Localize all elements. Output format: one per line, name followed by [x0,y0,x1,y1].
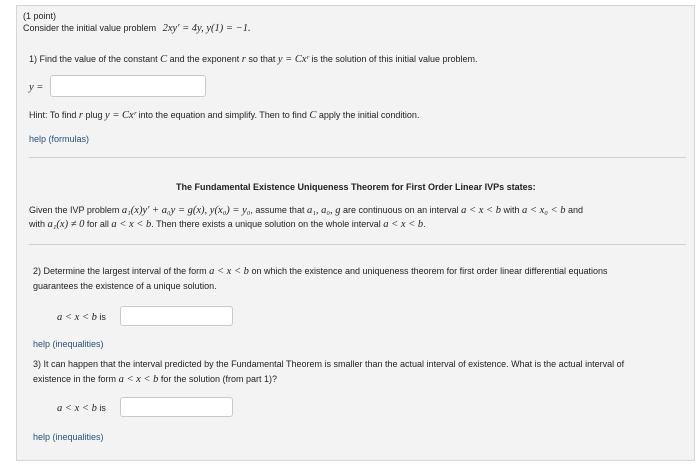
part1-question-text-3: so that [248,54,276,64]
part2-question-line-1 [33,266,608,277]
hint-equation: y = Cxʳ [105,110,137,121]
divider [29,244,686,245]
part2-answer-label [57,312,106,323]
part2-answer-interval: a < x < b [57,312,97,323]
part1-hint [29,110,419,121]
part2-question-line-2: guarantees the existence of a unique solution. [33,281,217,291]
hint-text-2: plug [85,110,103,120]
part2-question-interval: a < x < b [209,266,249,277]
theorem-text: Given the IVP problem [29,205,120,215]
hint-text-4: apply the initial condition. [318,110,420,120]
part1-question-text-2: and the exponent [169,54,240,64]
intro-line [23,23,251,34]
theorem-interval-2: a < x < b [111,219,152,230]
part1-question-constant: C [160,54,168,65]
theorem-text-6: with [29,219,46,229]
theorem-text-2: , assume that [250,205,305,215]
part3-question-text: existence in the form [33,374,117,384]
part3-answer-input[interactable] [120,397,233,417]
theorem-interval: a < x < b [461,205,501,216]
hint-exponent: r [78,110,83,121]
theorem-coefficients: a₁, a₀, g [306,205,341,216]
hint-constant: C [309,110,317,121]
theorem-interval-3: a < x < b [383,219,424,230]
theorem-line-1 [29,205,583,216]
part3-answer-is: is [99,403,106,413]
theorem-text-3: are continuous on an interval [343,205,459,215]
part2-answer-input[interactable] [120,306,233,326]
part1-answer-label: y = [29,82,44,93]
part1-question-exponent: r [241,54,246,65]
part1-question-text: 1) Find the value of the constant [29,54,158,64]
part3-help-inequalities-link[interactable]: help (inequalities) [33,432,104,442]
part2-help-inequalities-link[interactable]: help (inequalities) [33,339,104,349]
theorem-ivp-equation: a₁(x)y′ + a₀y = g(x), y(x₀) = y₀ [121,205,251,216]
points-label: (1 point) [23,11,57,21]
part3-question-line-1: 3) It can happen that the interval predicted by the Fundamental Theorem is smaller than the actual interval of existence. What is the actual interval of [33,359,625,369]
help-formulas-link[interactable]: help (formulas) [29,134,90,144]
part3-question-text-2: for the solution (from part 1)? [160,374,277,384]
part3-question-line-2 [33,374,277,385]
theorem-nonzero-condition: a₁(x) ≠ 0 [47,219,85,230]
theorem-text-4: with [503,205,520,215]
part1-question [29,54,477,65]
divider [29,157,686,158]
part3-answer-label [57,403,106,414]
intro-text: Consider the initial value problem [23,23,157,33]
part2-question-text: 2) Determine the largest interval of the form [33,266,207,276]
part1-question-equation: y = Cxʳ [277,54,309,65]
theorem-text-8: . Then there exists a unique solution on the whole interval [151,219,381,229]
part1-answer-input[interactable] [50,75,206,97]
part3-answer-interval: a < x < b [57,403,97,414]
theorem-title: The Fundamental Existence Uniqueness Theorem for First Order Linear IVPs states: [176,182,536,192]
theorem-text-7: for all [86,219,109,229]
theorem-text-9: . [423,219,426,229]
intro-equation: 2xy′ = 4y, y(1) = −1. [162,23,251,34]
hint-text-3: into the equation and simplify. Then to find [138,110,307,120]
theorem-text-5: and [568,205,584,215]
theorem-line-2 [29,219,426,230]
problem-panel [16,5,695,461]
hint-text: Hint: To find [29,110,77,120]
part1-question-text-4: is the solution of this initial value problem. [311,54,478,64]
theorem-x0-range: a < x₀ < b [522,205,566,216]
part2-question-text-2: on which the existence and uniqueness theorem for first order linear differential equations [251,266,608,276]
part2-answer-is: is [99,312,106,322]
part3-question-interval: a < x < b [118,374,159,385]
